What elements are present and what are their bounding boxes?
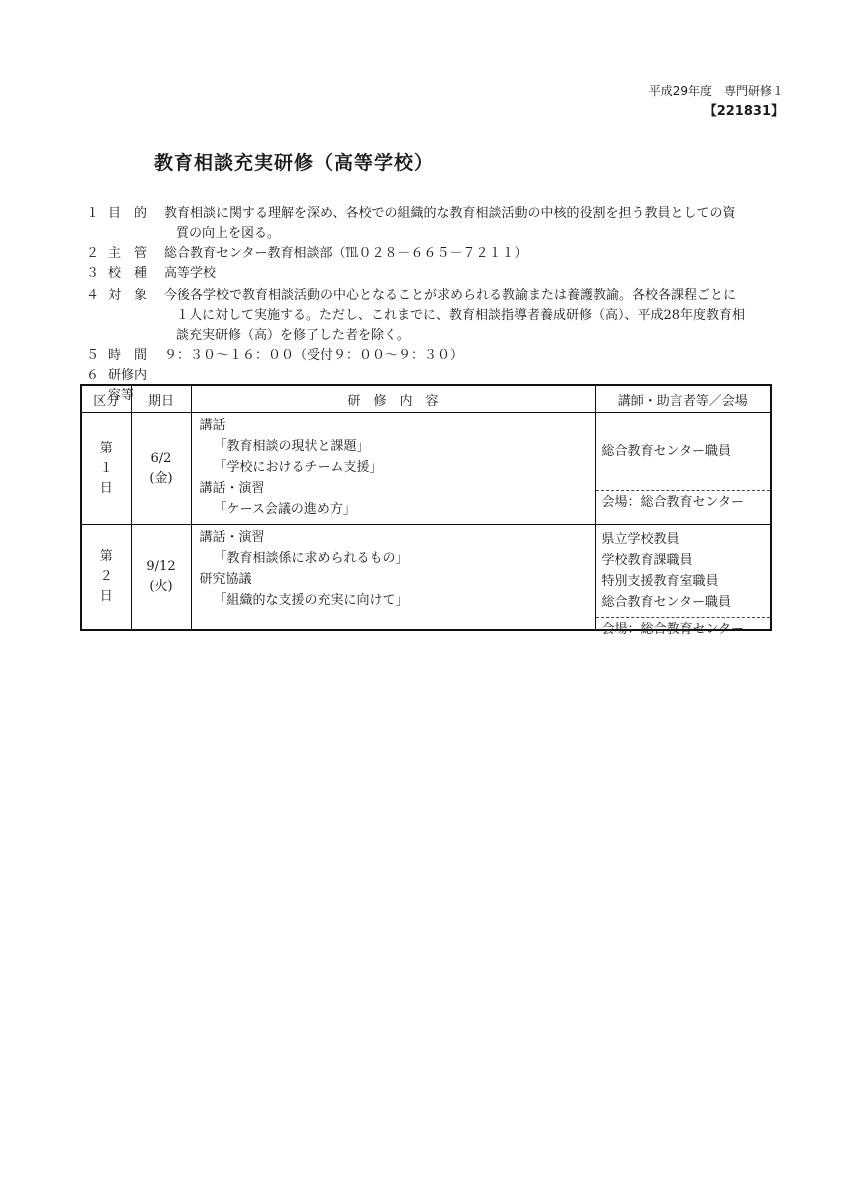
session-day-char: 日 — [99, 589, 113, 604]
outline-item-number: ５ — [86, 348, 100, 363]
session-day-char: 第 — [99, 440, 113, 456]
outline-item-body — [164, 286, 784, 346]
outline-item-number: ４ — [86, 288, 100, 303]
lecturer-list — [596, 413, 771, 490]
outline-item-label: 主 管 — [108, 246, 148, 261]
outline-item-number: ６ — [86, 368, 100, 383]
lecturer-name: 総合教育センター職員 — [601, 444, 731, 459]
header-koushi: 講師・助言者等／会場 — [595, 385, 771, 413]
outline-item-label: 研修内容等 — [108, 368, 148, 403]
outline-item-number: １ — [86, 206, 100, 221]
outline-item-line: １人に対して実施する。ただし、これまでに、教育相談指導者養成研修（高）、平成28年度教育相 — [176, 308, 746, 323]
session-day-char: 日 — [99, 480, 113, 496]
lecturer-name: 総合教育センター職員 — [601, 595, 731, 610]
session-day-char: １ — [99, 460, 113, 476]
outline-item-line: 談充実研修（高）を修了した者を除く。 — [176, 328, 410, 343]
header-course-code: 【221831】 — [703, 104, 784, 119]
session-lecturers — [595, 525, 771, 637]
outline-item-label: 目 的 — [108, 206, 148, 221]
content-type: 研究協議 — [199, 572, 252, 587]
outline-item-label: 時 間 — [108, 348, 148, 363]
outline-item-body — [164, 346, 784, 366]
content-type: 講話・演習 — [199, 481, 265, 496]
header-course-label: 平成29年度 専門研修１ — [648, 84, 784, 98]
session-content — [191, 525, 595, 631]
lecturer-name: 学校教育課職員 — [601, 553, 693, 568]
session-content — [191, 413, 595, 525]
lecturer-box — [596, 525, 771, 637]
session-weekday: (金) — [149, 470, 173, 486]
content-type: 講話 — [199, 418, 226, 433]
table-header-row — [81, 385, 771, 413]
content-topic: 「学校におけるチーム支援」 — [213, 460, 383, 475]
outline-item-line: 教育相談に関する理解を深め、各校での組織的な教育相談活動の中核的役割を担う教員としての資 — [164, 206, 736, 221]
outline-item-body — [164, 204, 784, 244]
session-lecturers — [595, 413, 771, 525]
content-topic: 「教育相談係に求められるもの」 — [213, 551, 409, 566]
session-date — [131, 413, 191, 525]
lecturer-name: 県立学校教員 — [601, 532, 680, 547]
outline-item-line: 今後各学校で教育相談活動の中心となることが求められる教諭または養護教諭。各校各課程ごとに — [164, 288, 737, 303]
lecturer-list — [596, 525, 771, 617]
session-day-label — [81, 525, 131, 631]
content-topic: 「教育相談の現状と課題」 — [213, 439, 370, 454]
schedule-table — [80, 384, 772, 637]
content-topic: 「ケース会議の進め方」 — [213, 502, 356, 517]
outline-item-line: 質の向上を図る。 — [176, 226, 281, 241]
page-title: 教育相談充実研修（高等学校） — [154, 152, 435, 174]
session-date-value: 9/12 — [146, 559, 176, 574]
outline-item-body — [164, 264, 784, 284]
table-row — [81, 413, 771, 525]
session-day-char: 第 — [99, 549, 113, 564]
lecturer-box — [596, 413, 771, 517]
outline-item-line: 総合教育センター教育相談部（℡０２８－６６５－７２１１） — [164, 246, 528, 261]
content-type: 講話・演習 — [199, 530, 265, 545]
header-kubun: 区分 — [81, 385, 131, 413]
outline-item-label: 対 象 — [108, 288, 148, 303]
outline-item-number: ３ — [86, 266, 100, 281]
session-date — [131, 525, 191, 631]
header-naiyou: 研 修 内 容 — [191, 385, 595, 413]
content-topic: 「組織的な支援の充実に向けて」 — [213, 593, 409, 608]
outline-item-label: 校 種 — [108, 266, 148, 281]
session-venue: 会場：総合教育センター — [596, 490, 771, 517]
outline-item-line: 高等学校 — [164, 266, 217, 281]
outline-item-body — [164, 244, 784, 264]
outline-item-number: ２ — [86, 246, 100, 261]
session-day-char: ２ — [99, 569, 113, 584]
header-kijitsu: 期日 — [131, 385, 191, 413]
session-day-label — [81, 413, 131, 525]
session-weekday: (火) — [149, 579, 173, 594]
session-venue: 会場：総合教育センター — [596, 617, 771, 644]
outline-item-line: ９：３０～１６：００（受付９：００～９：３０） — [164, 348, 464, 363]
lecturer-name: 特別支援教育室職員 — [601, 574, 719, 589]
session-date-value: 6/2 — [150, 450, 172, 466]
table-row — [81, 525, 771, 631]
